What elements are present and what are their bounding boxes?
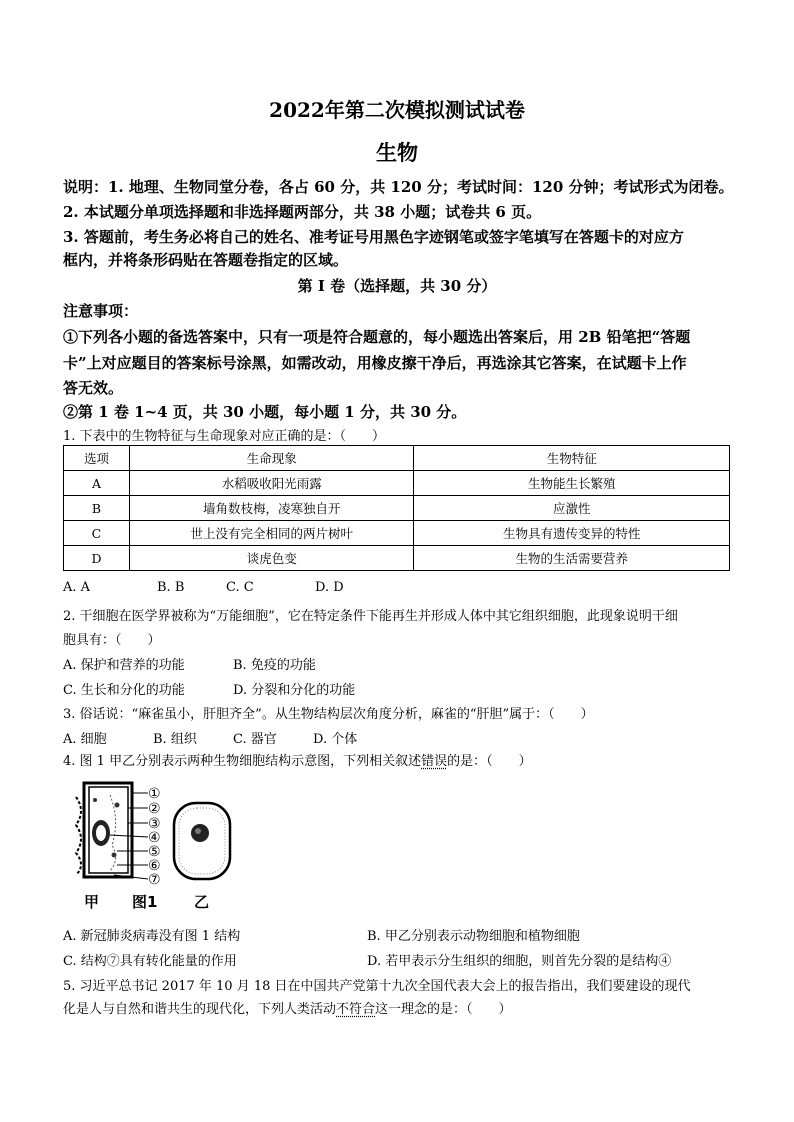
table-cell: 世上没有完全相同的两片树叶: [129, 521, 414, 546]
table-cell: 水稻吸收阳光雨露: [129, 471, 414, 496]
q2-option-c[interactable]: C. 生长和分化的功能: [63, 683, 185, 698]
table-header-row: [64, 446, 730, 471]
q2-stem-line-2: 胞具有：（ ）: [63, 633, 161, 648]
q1-stem: 1. 下表中的生物特征与生命现象对应正确的是：（ ）: [63, 429, 386, 444]
q4-stem-pre: 4. 图 1 甲乙分别表示两种生物细胞结构示意图，下列相关叙述: [63, 754, 422, 769]
table-header-cell: 生命现象: [129, 446, 414, 471]
q4-option-c[interactable]: C. 结构⑦具有转化能量的作用: [63, 954, 237, 969]
figure-caption: [84, 893, 209, 911]
q1-option-d[interactable]: D. D: [315, 580, 344, 595]
structure-label-4: ④: [148, 830, 161, 846]
cell-diagram-figure: [62, 775, 242, 915]
q5-stem-post: 这一理念的是：（ ）: [375, 1002, 512, 1017]
q5-stem-pre: 化是人与自然和谐共生的现代化，下列人类活动: [63, 1002, 337, 1017]
note-2: ②第 1 卷 1~4 页，共 30 小题，每小题 1 分，共 30 分。: [63, 403, 467, 421]
table-cell: A: [64, 471, 130, 496]
animal-cell-drawing: [174, 803, 230, 879]
q1-table: [63, 445, 730, 571]
table-cell: B: [64, 496, 130, 521]
table-row: [64, 521, 730, 546]
note-1a: ①下列各小题的备选答案中，只有一项是符合题意的，每小题选出答案后，用 2B 铅笔把“答题: [63, 328, 691, 346]
q4-option-a[interactable]: A. 新冠肺炎病毒没有图 1 结构: [63, 929, 241, 944]
q4-option-b[interactable]: B. 甲乙分别表示动物细胞和植物细胞: [367, 929, 580, 944]
instruction-line-1: 说明：1. 地理、生物同堂分卷，各占 60 分，共 120 分；考试时间：120 分钟；考试形式为闭卷。: [63, 178, 734, 196]
q3-stem: 3. 俗话说：“麻雀虽小，肝胆齐全”。从生物结构层次角度分析，麻雀的“肝胆”属于：（ ）: [63, 707, 594, 722]
exam-title: 2022年第二次模拟测试试卷: [269, 98, 525, 122]
table-cell: 墙角数枝梅，凌寒独自开: [129, 496, 414, 521]
q3-option-d[interactable]: D. 个体: [313, 732, 358, 747]
table-cell: C: [64, 521, 130, 546]
structure-label-3: ③: [148, 816, 161, 832]
q2-option-d[interactable]: D. 分裂和分化的功能: [233, 683, 356, 698]
q3-option-a[interactable]: A. 细胞: [63, 732, 107, 747]
q4-option-d[interactable]: D. 若甲表示分生组织的细胞，则首先分裂的是结构④: [367, 954, 672, 969]
structure-label-7: ⑦: [148, 872, 161, 888]
notes-label: 注意事项：: [63, 302, 139, 320]
table-cell: D: [64, 546, 130, 571]
instruction-line-3b: 框内，并将条形码贴在答题卷指定的区域。: [63, 251, 349, 269]
q5-stem-line-1: 5. 习近平总书记 2017 年 10 月 18 日在中国共产党第十九次全国代表大会上的报告指出，我们要建设的现代: [63, 979, 691, 994]
figure-right-label: 乙: [194, 893, 210, 911]
q4-stem-post: 的是：（ ）: [447, 754, 532, 769]
structure-label-2: ②: [148, 801, 161, 817]
table-header-cell: 生物特征: [414, 446, 730, 471]
q5-stem-line-2: [63, 998, 512, 1017]
table-cell: 生物能生长繁殖: [414, 471, 730, 496]
structure-labels: [148, 786, 161, 888]
table-cell: 应激性: [414, 496, 730, 521]
exam-subject: 生物: [376, 140, 418, 165]
structure-label-5: ⑤: [148, 844, 161, 860]
q3-option-c[interactable]: C. 器官: [233, 732, 277, 747]
q1-option-c[interactable]: C. C: [226, 580, 254, 595]
figure-left-label: 甲: [84, 893, 100, 911]
instruction-line-2: 2. 本试题分单项选择题和非选择题两部分，共 38 小题；试卷共 6 页。: [63, 203, 542, 221]
table-row: [64, 496, 730, 521]
q1-option-a[interactable]: A. A: [63, 580, 91, 595]
table-cell: 生物的生活需要营养: [414, 546, 730, 571]
structure-label-1: ①: [148, 786, 161, 802]
structure-label-6: ⑥: [148, 858, 161, 874]
table-row: [64, 471, 730, 496]
table-header-cell: 选项: [64, 446, 130, 471]
q2-stem-line-1: 2. 干细胞在医学界被称为“万能细胞”，它在特定条件下能再生并形成人体中其它组织细胞，此现象说明干细: [63, 609, 678, 624]
plant-cell-drawing: [76, 783, 132, 877]
section-heading: 第 I 卷（选择题，共 30 分）: [297, 277, 497, 295]
table-cell: 生物具有遗传变异的特性: [414, 521, 730, 546]
note-1b: 卡”上对应题目的答案标号涂黑，如需改动，用橡皮擦干净后，再选涂其它答案，在试题卡上作: [63, 354, 687, 372]
note-1c: 答无效。: [63, 379, 124, 397]
q4-stem-emphasis: 错误: [421, 754, 448, 769]
table-cell: 谈虎色变: [129, 546, 414, 571]
q3-option-b[interactable]: B. 组织: [153, 732, 197, 747]
q5-stem-emphasis: 不符合: [336, 1002, 376, 1017]
instruction-line-3a: 3. 答题前，考生务必将自己的姓名、准考证号用黑色字迹钢笔或签字笔填写在答题卡的对应方: [63, 228, 684, 246]
table-row: [64, 546, 730, 571]
q1-option-b[interactable]: B. B: [157, 580, 185, 595]
q4-stem: [63, 750, 532, 769]
q2-option-a[interactable]: A. 保护和营养的功能: [63, 658, 185, 673]
q2-option-b[interactable]: B. 免疫的功能: [233, 658, 316, 673]
figure-number-label: 图1: [132, 893, 158, 911]
